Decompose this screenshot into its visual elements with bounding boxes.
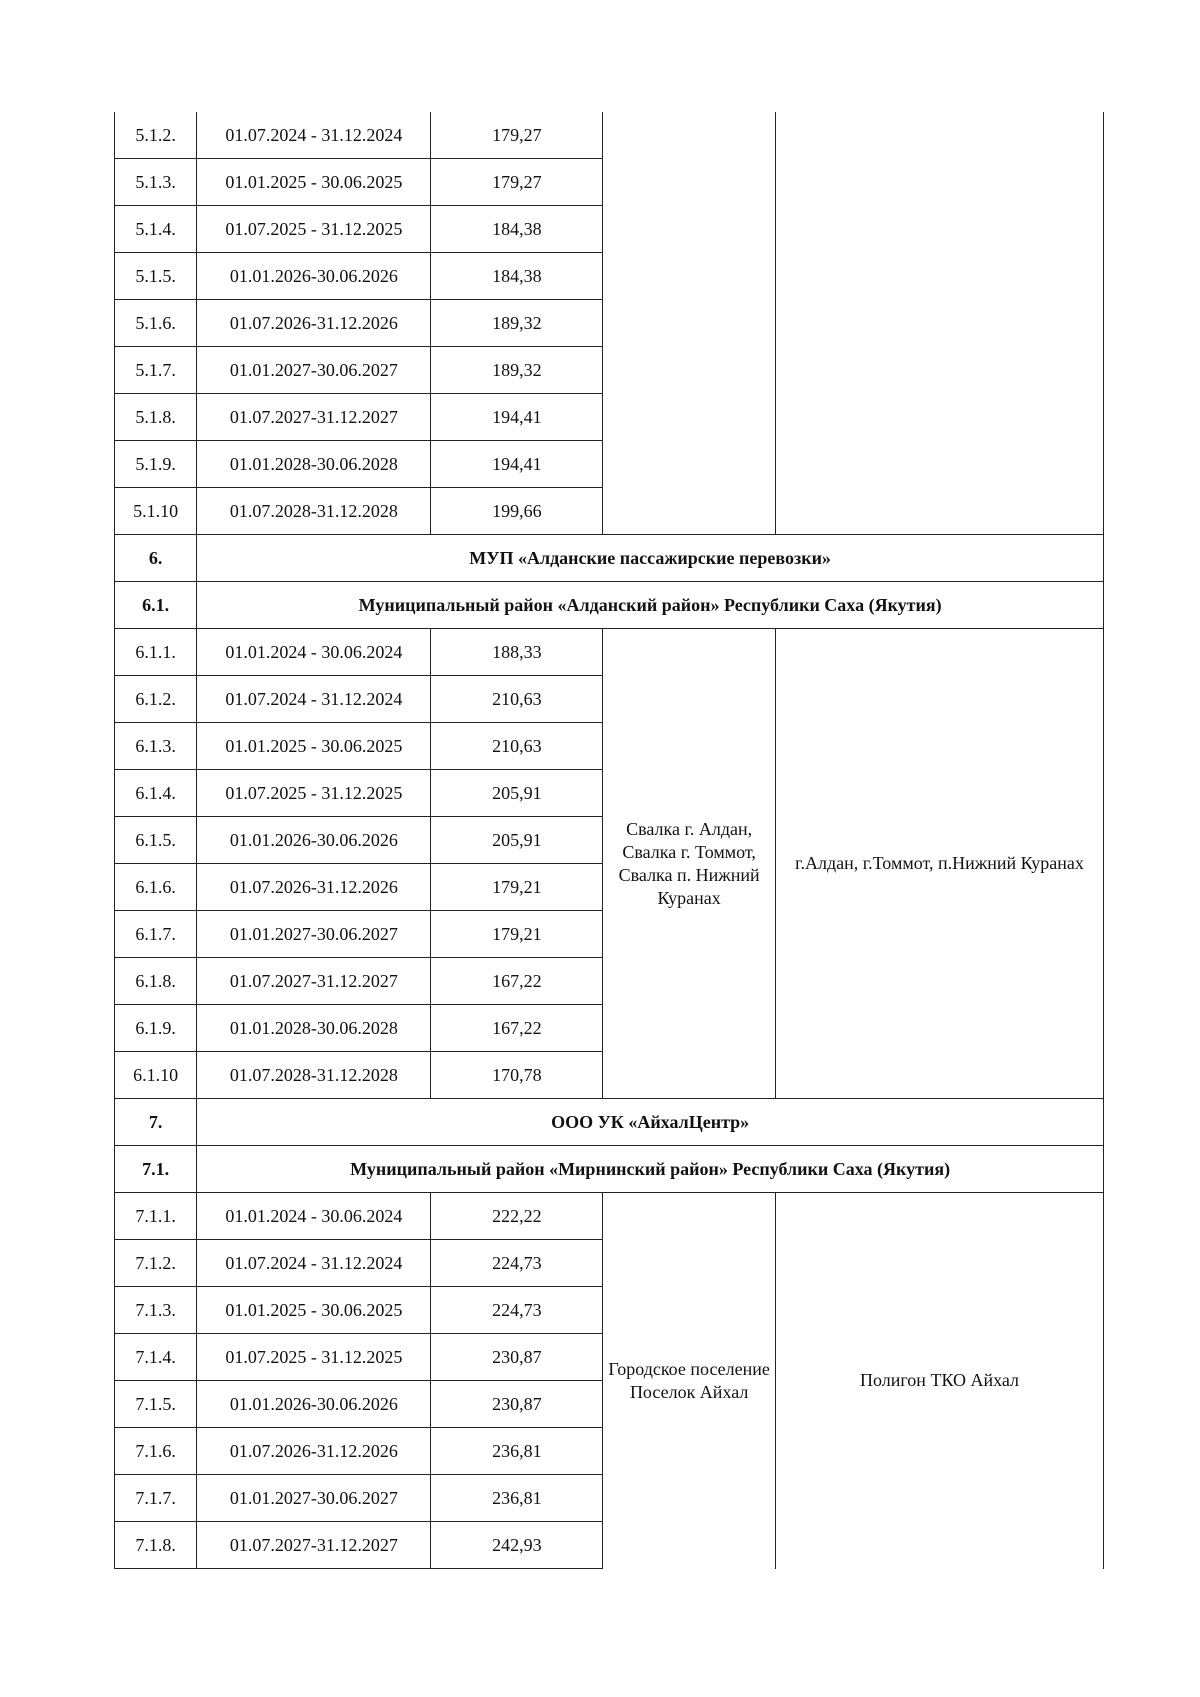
row-tariff-value: 189,32 — [431, 347, 603, 394]
row-tariff-value: 230,87 — [431, 1381, 603, 1428]
row-tariff-value: 236,81 — [431, 1428, 603, 1475]
row-tariff-value: 184,38 — [431, 253, 603, 300]
subsection-header — [115, 582, 1104, 629]
row-period: 01.07.2028-31.12.2028 — [197, 1052, 431, 1099]
row-number: 5.1.5. — [115, 253, 197, 300]
subsection-header-title: Муниципальный район «Алданский район» Республики Саха (Якутия) — [197, 582, 1104, 629]
section-header-title: ООО УК «АйхалЦентр» — [197, 1099, 1104, 1146]
row-period: 01.01.2027-30.06.2027 — [197, 911, 431, 958]
section-header — [115, 1099, 1104, 1146]
row-number: 7.1.8. — [115, 1522, 197, 1569]
row-number: 5.1.7. — [115, 347, 197, 394]
row-number: 6.1.9. — [115, 1005, 197, 1052]
row-tariff-value: 179,21 — [431, 864, 603, 911]
row-number: 6.1.7. — [115, 911, 197, 958]
section-header-title: МУП «Алданские пассажирские перевозки» — [197, 535, 1104, 582]
site-cell: Свалка г. Алдан, Свалка г. Томмот, Свалка п. Нижний Куранах — [603, 629, 776, 1099]
row-number: 6.1.3. — [115, 723, 197, 770]
row-number: 6.1.4. — [115, 770, 197, 817]
row-number: 7.1.7. — [115, 1475, 197, 1522]
row-period: 01.07.2024 - 31.12.2024 — [197, 112, 431, 159]
row-tariff-value: 210,63 — [431, 723, 603, 770]
row-number: 7.1.1. — [115, 1193, 197, 1240]
row-period: 01.01.2028-30.06.2028 — [197, 441, 431, 488]
table-row — [115, 112, 1104, 159]
row-period: 01.07.2026-31.12.2026 — [197, 864, 431, 911]
row-tariff-value: 167,22 — [431, 1005, 603, 1052]
row-tariff-value: 205,91 — [431, 770, 603, 817]
row-number: 7.1.5. — [115, 1381, 197, 1428]
row-period: 01.07.2025 - 31.12.2025 — [197, 1334, 431, 1381]
tariff-table — [114, 112, 1104, 1569]
row-tariff-value: 170,78 — [431, 1052, 603, 1099]
area-cell — [776, 112, 1104, 535]
row-tariff-value: 236,81 — [431, 1475, 603, 1522]
row-tariff-value: 210,63 — [431, 676, 603, 723]
row-number: 6.1.2. — [115, 676, 197, 723]
site-cell — [603, 112, 776, 535]
section-header-number: 7. — [115, 1099, 197, 1146]
row-period: 01.01.2024 - 30.06.2024 — [197, 629, 431, 676]
subsection-header — [115, 1146, 1104, 1193]
subsection-header-number: 7.1. — [115, 1146, 197, 1193]
row-tariff-value: 242,93 — [431, 1522, 603, 1569]
tariff-table-body — [115, 112, 1104, 1569]
row-period: 01.07.2026-31.12.2026 — [197, 1428, 431, 1475]
row-period: 01.07.2024 - 31.12.2024 — [197, 1240, 431, 1287]
row-period: 01.07.2027-31.12.2027 — [197, 394, 431, 441]
row-period: 01.07.2027-31.12.2027 — [197, 958, 431, 1005]
row-period: 01.01.2025 - 30.06.2025 — [197, 723, 431, 770]
row-number: 6.1.1. — [115, 629, 197, 676]
row-tariff-value: 230,87 — [431, 1334, 603, 1381]
row-tariff-value: 194,41 — [431, 394, 603, 441]
row-number: 5.1.4. — [115, 206, 197, 253]
row-tariff-value: 222,22 — [431, 1193, 603, 1240]
row-period: 01.07.2028-31.12.2028 — [197, 488, 431, 535]
row-tariff-value: 167,22 — [431, 958, 603, 1005]
row-tariff-value: 224,73 — [431, 1240, 603, 1287]
table-row — [115, 1193, 1104, 1240]
row-number: 6.1.10 — [115, 1052, 197, 1099]
row-period: 01.01.2025 - 30.06.2025 — [197, 159, 431, 206]
row-tariff-value: 179,27 — [431, 112, 603, 159]
subsection-header-title: Муниципальный район «Мирнинский район» Республики Саха (Якутия) — [197, 1146, 1104, 1193]
row-period: 01.07.2025 - 31.12.2025 — [197, 206, 431, 253]
row-period: 01.01.2026-30.06.2026 — [197, 817, 431, 864]
row-number: 5.1.10 — [115, 488, 197, 535]
row-period: 01.01.2028-30.06.2028 — [197, 1005, 431, 1052]
row-number: 7.1.6. — [115, 1428, 197, 1475]
row-number: 5.1.3. — [115, 159, 197, 206]
row-number: 5.1.8. — [115, 394, 197, 441]
row-tariff-value: 194,41 — [431, 441, 603, 488]
row-number: 7.1.3. — [115, 1287, 197, 1334]
row-number: 6.1.8. — [115, 958, 197, 1005]
row-number: 6.1.6. — [115, 864, 197, 911]
row-tariff-value: 205,91 — [431, 817, 603, 864]
row-period: 01.01.2026-30.06.2026 — [197, 253, 431, 300]
subsection-header-number: 6.1. — [115, 582, 197, 629]
area-cell: г.Алдан, г.Томмот, п.Нижний Куранах — [776, 629, 1104, 1099]
area-cell: Полигон ТКО Айхал — [776, 1193, 1104, 1569]
row-number: 6.1.5. — [115, 817, 197, 864]
row-number: 7.1.4. — [115, 1334, 197, 1381]
row-number: 5.1.6. — [115, 300, 197, 347]
row-tariff-value: 179,27 — [431, 159, 603, 206]
site-cell: Городское поселение Поселок Айхал — [603, 1193, 776, 1569]
section-header-number: 6. — [115, 535, 197, 582]
row-tariff-value: 189,32 — [431, 300, 603, 347]
row-period: 01.01.2026-30.06.2026 — [197, 1381, 431, 1428]
row-period: 01.07.2025 - 31.12.2025 — [197, 770, 431, 817]
row-period: 01.01.2024 - 30.06.2024 — [197, 1193, 431, 1240]
row-tariff-value: 199,66 — [431, 488, 603, 535]
section-header — [115, 535, 1104, 582]
table-row — [115, 629, 1104, 676]
row-number: 7.1.2. — [115, 1240, 197, 1287]
row-period: 01.07.2026-31.12.2026 — [197, 300, 431, 347]
row-number: 5.1.9. — [115, 441, 197, 488]
row-tariff-value: 188,33 — [431, 629, 603, 676]
row-period: 01.01.2025 - 30.06.2025 — [197, 1287, 431, 1334]
row-period: 01.01.2027-30.06.2027 — [197, 347, 431, 394]
row-number: 5.1.2. — [115, 112, 197, 159]
row-period: 01.07.2024 - 31.12.2024 — [197, 676, 431, 723]
row-tariff-value: 224,73 — [431, 1287, 603, 1334]
row-period: 01.07.2027-31.12.2027 — [197, 1522, 431, 1569]
row-tariff-value: 179,21 — [431, 911, 603, 958]
row-period: 01.01.2027-30.06.2027 — [197, 1475, 431, 1522]
row-tariff-value: 184,38 — [431, 206, 603, 253]
